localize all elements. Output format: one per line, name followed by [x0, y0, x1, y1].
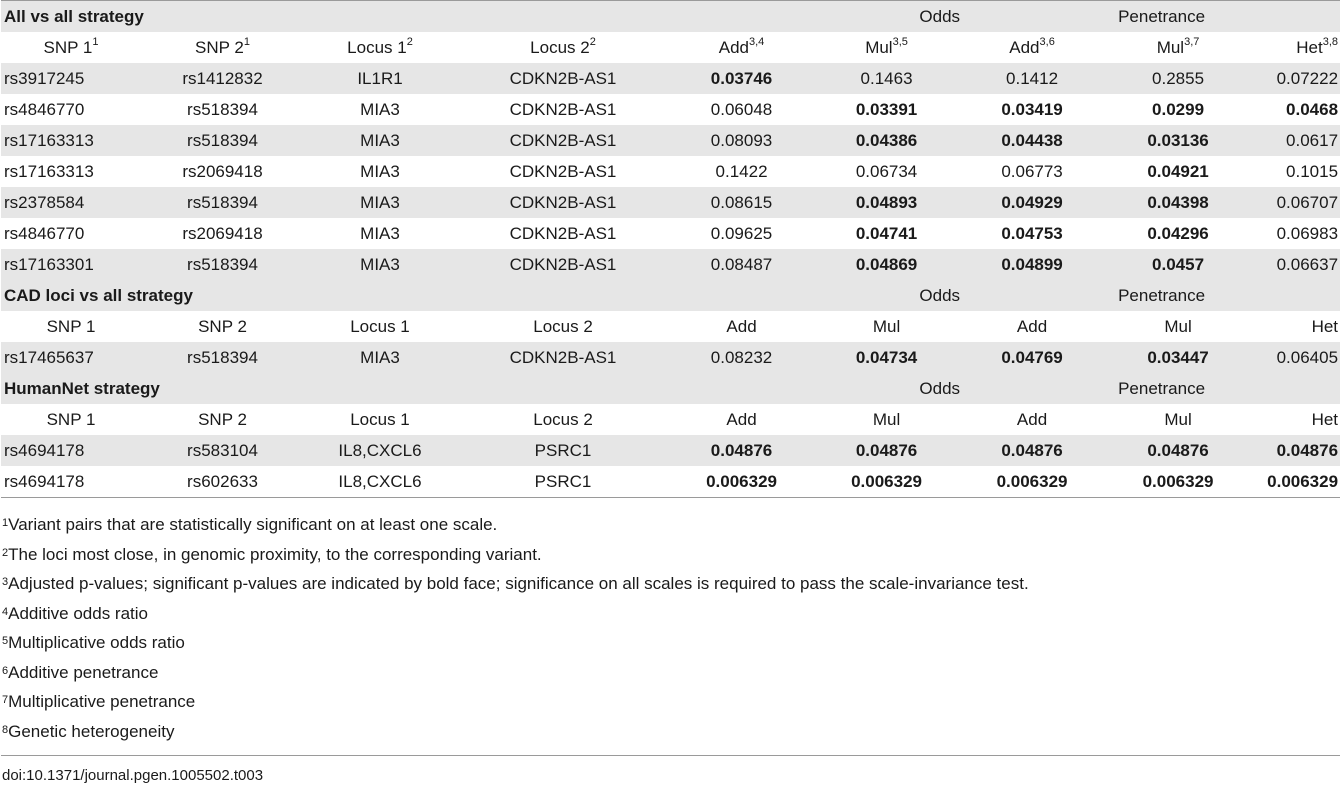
cell-text: SNP 2: [198, 316, 247, 336]
pvalue-cell: 0.04296: [1147, 223, 1209, 243]
pvalue-cell: 0.04876: [670, 435, 813, 466]
superscript: 2: [406, 35, 413, 48]
footnote: [2, 510, 1341, 540]
footnote: [2, 717, 1341, 747]
superscript: 3,6: [1039, 35, 1055, 48]
pvalue-cell: 0.0457: [1104, 249, 1252, 280]
cell-text: SNP 1: [43, 37, 93, 57]
pvalue-cell: 0.0299: [1152, 99, 1205, 119]
pvalue-cell: 0.04386: [813, 125, 960, 156]
footnote-text: Genetic heterogeneity: [8, 721, 175, 741]
superscript: 3,7: [1184, 35, 1200, 48]
cell-text: Add: [1016, 316, 1048, 336]
locus2-cell: CDKN2B-AS1: [509, 161, 617, 181]
table-row: [1, 435, 1340, 466]
pvalue-cell: 0.04869: [813, 249, 960, 280]
column-header-row: [1, 311, 1340, 342]
pvalue-cell: 0.03447: [1104, 342, 1252, 373]
snp1-cell: rs4846770: [4, 99, 85, 119]
penetrance-group-label: Penetrance: [960, 1, 1340, 33]
cell-text: SNP 2: [195, 37, 244, 57]
cell-text: Het: [1311, 409, 1339, 429]
penetrance-group-label: Penetrance: [960, 373, 1340, 404]
footnote: [2, 540, 1341, 570]
cell-text: Mul: [865, 37, 893, 57]
pvalue-cell: 0.04876: [1252, 435, 1340, 466]
pvalue-cell: 0.09625: [710, 223, 773, 243]
pvalue-cell: 0.08615: [670, 187, 813, 218]
column-header: [670, 32, 813, 63]
section-title: All vs all strategy: [1, 1, 670, 33]
superscript: 1: [92, 35, 99, 48]
snp2-cell: rs518394: [141, 125, 304, 156]
odds-group-label: Odds: [670, 373, 960, 404]
pvalue-cell: 0.006329: [813, 466, 960, 498]
column-header: [1104, 32, 1252, 63]
pvalue-cell: 0.006329: [1252, 466, 1340, 498]
pvalue-cell: 0.04741: [855, 223, 918, 243]
superscript: 2: [589, 35, 596, 48]
cell-text: SNP 1: [46, 316, 96, 336]
column-header: [960, 311, 1104, 342]
footnote-text: Multiplicative odds ratio: [8, 633, 185, 652]
table-row: [1, 218, 1340, 249]
pvalue-cell: 0.1015: [1286, 161, 1339, 181]
column-header: [1252, 311, 1340, 342]
snp2-cell: rs518394: [187, 99, 258, 119]
pvalue-cell: 0.07222: [1252, 63, 1340, 94]
column-header: [1252, 404, 1340, 435]
table-body: [1, 1, 1340, 498]
locus1-cell: MIA3: [304, 187, 456, 218]
pvalue-cell: 0.04753: [1001, 223, 1063, 243]
footnote: [2, 628, 1341, 658]
footnote-text: Additive odds ratio: [8, 603, 148, 623]
pvalue-cell: 0.0617: [1252, 125, 1340, 156]
pvalue-cell: 0.03419: [1001, 99, 1063, 119]
pvalue-cell: 0.06707: [1252, 187, 1340, 218]
footnote-text: Variant pairs that are statistically significant on at least one scale.: [8, 515, 498, 534]
pvalue-cell: 0.04876: [813, 435, 960, 466]
locus1-cell: MIA3: [304, 249, 456, 280]
superscript: 3,5: [892, 35, 908, 48]
locus2-cell: CDKN2B-AS1: [456, 63, 670, 94]
cell-text: Add: [726, 316, 757, 336]
footnotes: [0, 510, 1341, 746]
locus1-cell: MIA3: [360, 99, 400, 119]
pvalue-cell: 0.04899: [960, 249, 1104, 280]
penetrance-group-label: Penetrance: [960, 280, 1340, 311]
section-title-row: [1, 280, 1340, 311]
pvalue-cell: 0.006329: [670, 466, 813, 498]
footnote-text: Adjusted p-values; significant p-values are indicated by bold face; significance on all scales is required to pass the scale-invariance test.: [8, 574, 1029, 593]
column-header: [456, 311, 670, 342]
pvalue-cell: 0.08232: [670, 342, 813, 373]
snp1-cell: rs17465637: [1, 342, 141, 373]
pvalue-cell: 0.08487: [670, 249, 813, 280]
locus2-cell: CDKN2B-AS1: [456, 187, 670, 218]
pvalue-cell: 0.04398: [1104, 187, 1252, 218]
cell-text: SNP 1: [46, 409, 96, 429]
section-title-row: [1, 373, 1340, 404]
snp2-cell: rs602633: [141, 466, 304, 498]
footnote: [2, 599, 1341, 629]
cell-text: Locus 2: [533, 316, 593, 336]
locus1-cell: MIA3: [304, 125, 456, 156]
pvalue-cell: 0.04929: [960, 187, 1104, 218]
pvalue-cell: 0.06405: [1252, 342, 1340, 373]
locus2-cell: CDKN2B-AS1: [456, 249, 670, 280]
column-header: [960, 404, 1104, 435]
footnote-marker: 8: [2, 723, 9, 736]
table-row: [1, 466, 1340, 498]
column-header: [813, 404, 960, 435]
superscript: 1: [243, 35, 250, 48]
column-header: [1104, 311, 1252, 342]
snp2-cell: rs518394: [141, 342, 304, 373]
column-header: [304, 404, 456, 435]
locus1-cell: IL8,CXCL6: [304, 435, 456, 466]
snp1-cell: rs17163313: [4, 161, 94, 181]
column-header: [1104, 404, 1252, 435]
pvalue-cell: 0.04734: [813, 342, 960, 373]
column-header-row: [1, 32, 1340, 63]
locus2-cell: PSRC1: [456, 435, 670, 466]
footnote-text: Multiplicative penetrance: [8, 692, 196, 711]
footnote-marker: 4: [2, 605, 9, 618]
pvalue-cell: 0.04921: [1147, 161, 1209, 181]
cell-text: Mul: [1164, 316, 1192, 336]
pvalue-cell: 0.04438: [960, 125, 1104, 156]
pvalue-cell: 0.1412: [960, 63, 1104, 94]
cell-text: Locus 2: [533, 409, 593, 429]
table-row: [1, 125, 1340, 156]
table-row: [1, 187, 1340, 218]
cell-text: SNP 2: [198, 409, 247, 429]
snp2-cell: rs518394: [141, 187, 304, 218]
pvalue-cell: 0.04769: [960, 342, 1104, 373]
pvalue-cell: 0.1422: [715, 161, 768, 181]
pvalue-cell: 0.06048: [710, 99, 773, 119]
column-header: [304, 32, 456, 63]
cell-text: Mul: [1164, 409, 1192, 429]
footnote-marker: 1: [2, 517, 9, 529]
pvalue-cell: 0.06637: [1252, 249, 1340, 280]
cell-text: Add: [1009, 37, 1040, 57]
locus2-cell: CDKN2B-AS1: [509, 223, 617, 243]
locus1-cell: IL1R1: [304, 63, 456, 94]
snp1-cell: rs3917245: [1, 63, 141, 94]
snp1-cell: rs4846770: [4, 223, 85, 243]
column-header: [813, 32, 960, 63]
pvalue-cell: 0.03136: [1104, 125, 1252, 156]
snp1-cell: rs17163301: [1, 249, 141, 280]
cell-text: Locus 1: [350, 316, 410, 336]
column-header: [141, 32, 304, 63]
cell-text: Locus 1: [347, 37, 407, 57]
column-header: [141, 311, 304, 342]
pvalue-cell: 0.08093: [670, 125, 813, 156]
table-row: [1, 342, 1340, 373]
footnote-marker: 7: [2, 694, 9, 706]
footnote-text: The loci most close, in genomic proximity, to the corresponding variant.: [8, 544, 542, 564]
table-row: [1, 156, 1340, 187]
footnote: [2, 658, 1341, 688]
column-header: [456, 32, 670, 63]
cell-text: Mul: [872, 316, 901, 336]
footnote-marker: 2: [2, 546, 9, 559]
pvalue-cell: 0.06734: [855, 161, 918, 181]
cell-text: Mul: [1156, 37, 1185, 57]
pvalue-cell: 0.03391: [855, 99, 918, 119]
pvalue-cell: 0.04876: [1104, 435, 1252, 466]
pvalue-cell: 0.06983: [1276, 223, 1339, 243]
column-header: [1252, 32, 1340, 63]
cell-text: Locus 1: [350, 409, 410, 429]
snp2-cell: rs1412832: [141, 63, 304, 94]
doi-text: doi:10.1371/journal.pgen.1005502.t003: [2, 767, 264, 784]
snp2-cell: rs518394: [141, 249, 304, 280]
column-header: [1, 32, 141, 63]
snp2-cell: rs2069418: [182, 161, 263, 181]
snp1-cell: rs4694178: [1, 435, 141, 466]
footnote: [2, 687, 1341, 717]
column-header: [456, 404, 670, 435]
pvalue-cell: 0.006329: [960, 466, 1104, 498]
cell-text: Locus 2: [530, 37, 590, 57]
column-header-row: [1, 404, 1340, 435]
footnote-marker: 3: [2, 576, 9, 588]
pvalue-cell: 0.04893: [813, 187, 960, 218]
column-header: [813, 311, 960, 342]
locus1-cell: IL8,CXCL6: [304, 466, 456, 498]
results-table: [1, 0, 1340, 498]
snp1-cell: rs2378584: [1, 187, 141, 218]
snp2-cell: rs2069418: [182, 223, 263, 243]
column-header: [960, 32, 1104, 63]
pvalue-cell: 0.04876: [960, 435, 1104, 466]
pvalue-cell: 0.2855: [1104, 63, 1252, 94]
table-row: [1, 63, 1340, 94]
odds-group-label: Odds: [670, 1, 960, 33]
pvalue-cell: 0.006329: [1104, 466, 1252, 498]
pvalue-cell: 0.1463: [813, 63, 960, 94]
pvalue-cell: 0.06773: [1001, 161, 1063, 181]
cell-text: Het: [1296, 37, 1323, 57]
snp1-cell: rs17163313: [1, 125, 141, 156]
locus2-cell: CDKN2B-AS1: [509, 99, 617, 119]
cell-text: Add: [726, 409, 757, 429]
column-header: [141, 404, 304, 435]
cell-text: Add: [718, 37, 749, 57]
cell-text: Het: [1311, 316, 1339, 336]
column-header: [1, 311, 141, 342]
locus2-cell: CDKN2B-AS1: [456, 125, 670, 156]
locus1-cell: MIA3: [360, 161, 400, 181]
pvalue-cell: 0.0468: [1286, 99, 1339, 119]
table-row: [1, 249, 1340, 280]
column-header: [670, 311, 813, 342]
superscript: 3,4: [749, 35, 765, 48]
footnote-marker: 5: [2, 635, 9, 647]
divider: [1, 755, 1340, 756]
locus2-cell: CDKN2B-AS1: [456, 342, 670, 373]
snp2-cell: rs583104: [141, 435, 304, 466]
cell-text: Mul: [872, 409, 901, 429]
superscript: 3,8: [1322, 35, 1339, 48]
pvalue-cell: 0.03746: [670, 63, 813, 94]
cell-text: Add: [1016, 409, 1048, 429]
column-header: [304, 311, 456, 342]
column-header: [1, 404, 141, 435]
table-row: [1, 94, 1340, 125]
section-title-row: [1, 1, 1340, 33]
section-title: HumanNet strategy: [1, 373, 670, 404]
footnote-text: Additive penetrance: [8, 662, 159, 682]
snp1-cell: rs4694178: [1, 466, 141, 498]
locus2-cell: PSRC1: [456, 466, 670, 498]
footnote-marker: 6: [2, 664, 9, 677]
column-header: [670, 404, 813, 435]
locus1-cell: MIA3: [360, 223, 400, 243]
locus1-cell: MIA3: [304, 342, 456, 373]
odds-group-label: Odds: [670, 280, 960, 311]
section-title: CAD loci vs all strategy: [1, 280, 670, 311]
footnote: [2, 569, 1341, 599]
